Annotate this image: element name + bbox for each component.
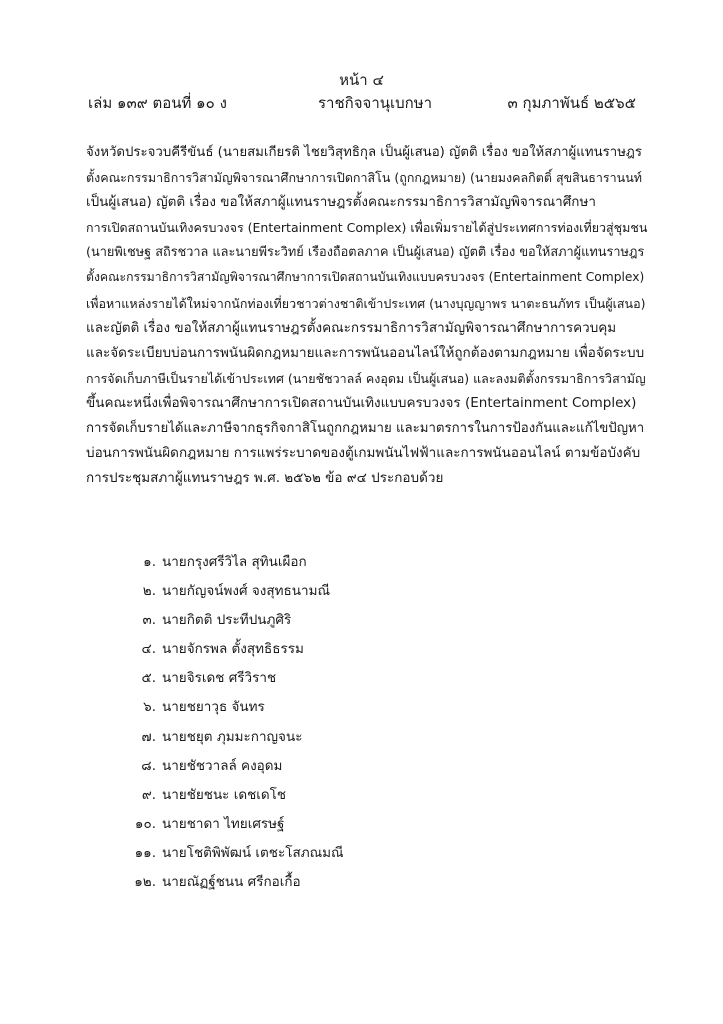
body-line: เพื่อหาแหล่งรายได้ใหม่จากนักท่องเที่ยวชาวต่างชาติเข้าประเทศ (นางบุญญาพร นาตะธนภัทร เป็นผู้เสนอ) [86, 295, 646, 311]
member-name: นายชยาวุธ จันทร [162, 699, 265, 716]
member-number: ๑๐. [134, 815, 156, 832]
member-number: ๓. [142, 612, 156, 629]
member-name: นายชัยชนะ เดชเดโช [162, 786, 287, 803]
member-item [118, 781, 344, 810]
body-line: การจัดเก็บภาษีเป็นรายได้เข้าประเทศ (นายชัชวาลล์ คงอุดม เป็นผู้เสนอ) และลงมติตั้งกรรมาธิการวิสามัญ [86, 370, 646, 386]
gazette-header [88, 93, 636, 113]
member-item [118, 548, 344, 577]
member-name: นายจิรเดช ศรีวิราช [162, 670, 277, 687]
member-number: ๒. [142, 583, 156, 600]
member-number: ๙. [141, 786, 156, 803]
body-line: บ่อนการพนันผิดกฎหมาย การแพร่ระบาดของตู้เกมพนันไฟฟ้าและการพนันออนไลน์ ตามข้อบังคับ [86, 445, 641, 462]
member-item [118, 839, 344, 868]
member-number: ๑. [143, 554, 156, 570]
body-line: (นายพิเชษฐ สถิรชวาล และนายพีระวิทย์ เรืองถือตลภาค เป็นผู้เสนอ) ญัตติ เรื่อง ขอให้สภาผู้แทนราษฎร [86, 245, 645, 261]
member-name: นายชยุต ภุมมะกาญจนะ [162, 728, 303, 745]
member-number: ๖. [143, 699, 156, 716]
member-number: ๘. [141, 757, 156, 774]
page-number: หน้า ๔ [339, 71, 384, 89]
body-paragraph [86, 140, 648, 491]
body-line: และจัดระเบียบบ่อนการพนันผิดกฎหมายและการพนันออนไลน์ให้ถูกต้องตามกฎหมาย เพื่อจัดระบบ [86, 344, 645, 361]
publication-date: ๓ กุมภาพันธ์ ๒๕๖๕ [507, 94, 636, 112]
member-name: นายกัญจน์พงศ์ จงสุทธนามณี [162, 583, 330, 600]
member-name: นายชาดา ไทยเศรษฐ์ [162, 815, 285, 832]
body-line: ขึ้นคณะหนึ่งเพื่อพิจารณาศึกษาการเปิดสถานบันเทิงแบบครบวงจร (Entertainment Complex) [86, 394, 637, 411]
member-item [118, 664, 344, 693]
member-name: นายจักรพล ตั้งสุทธิธรรม [162, 641, 304, 658]
body-line: การเปิดสถานบันเทิงครบวงจร (Entertainment Complex) เพื่อเพิ่มรายได้สู่ประเทศการท่องเที่ยวสู่ชุมชน [86, 220, 648, 236]
member-item [118, 635, 344, 664]
body-line: ตั้งคณะกรรมาธิการวิสามัญพิจารณาศึกษาการเปิดกาสิโน (ถูกกฎหมาย) (นายมงคลกิตติ์ สุขสินธารานนท์ [86, 170, 642, 186]
member-name: นายชัชวาลล์ คงอุดม [162, 757, 283, 774]
member-item [118, 577, 344, 606]
member-number: ๑๑. [134, 844, 156, 861]
body-line: จังหวัดประจวบคีรีขันธ์ (นายสมเกียรติ ไชยวิสุทธิกุล เป็นผู้เสนอ) ญัตติ เรื่อง ขอให้สภาผู้แทนราษฎร [86, 145, 642, 160]
body-line: ตั้งคณะกรรมาธิการวิสามัญพิจารณาศึกษาการเปิดสถานบันเทิงแบบครบวงจร (Entertainment Complex) [86, 270, 645, 285]
member-number: ๕. [141, 670, 156, 687]
member-number: ๑๒. [134, 874, 156, 891]
member-item [118, 752, 344, 781]
body-line: การประชุมสภาผู้แทนราษฎร พ.ศ. ๒๕๖๒ ข้อ ๙๔ ประกอบด้วย [86, 470, 444, 487]
member-item [118, 868, 344, 897]
member-name: นายกรุงศรีวิไล สุทินเผือก [162, 554, 307, 570]
member-item [118, 606, 344, 635]
body-line: การจัดเก็บรายได้และภาษีจากธุรกิจกาสิโนถูกกฎหมาย และมาตรการในการป้องกันและแก้ไขปัญหา [86, 421, 645, 437]
member-number: ๔. [141, 641, 156, 658]
member-name: นายกิตติ ประทีปนภูศิริ [162, 612, 292, 629]
publication-name: ราชกิจจานุเบกษา [318, 94, 433, 112]
body-line: เป็นผู้เสนอ) ญัตติ เรื่อง ขอให้สภาผู้แทนราษฎรตั้งคณะกรรมาธิการวิสามัญพิจารณาศึกษา [86, 194, 596, 211]
member-item [118, 810, 344, 839]
member-name: นายโชติพิพัฒน์ เตชะโสภณมณี [162, 844, 344, 861]
member-item [118, 723, 344, 752]
committee-member-list [118, 548, 344, 897]
member-number: ๗. [141, 728, 156, 745]
volume-issue: เล่ม ๑๓๙ ตอนที่ ๑๐ ง [88, 94, 227, 112]
member-name: นายณัฏฐ์ชนน ศรีกอเกื้อ [162, 874, 301, 891]
body-line: และญัตติ เรื่อง ขอให้สภาผู้แทนราษฎรตั้งคณะกรรมาธิการวิสามัญพิจารณาศึกษาการควบคุม [86, 319, 617, 336]
member-item [118, 693, 344, 722]
